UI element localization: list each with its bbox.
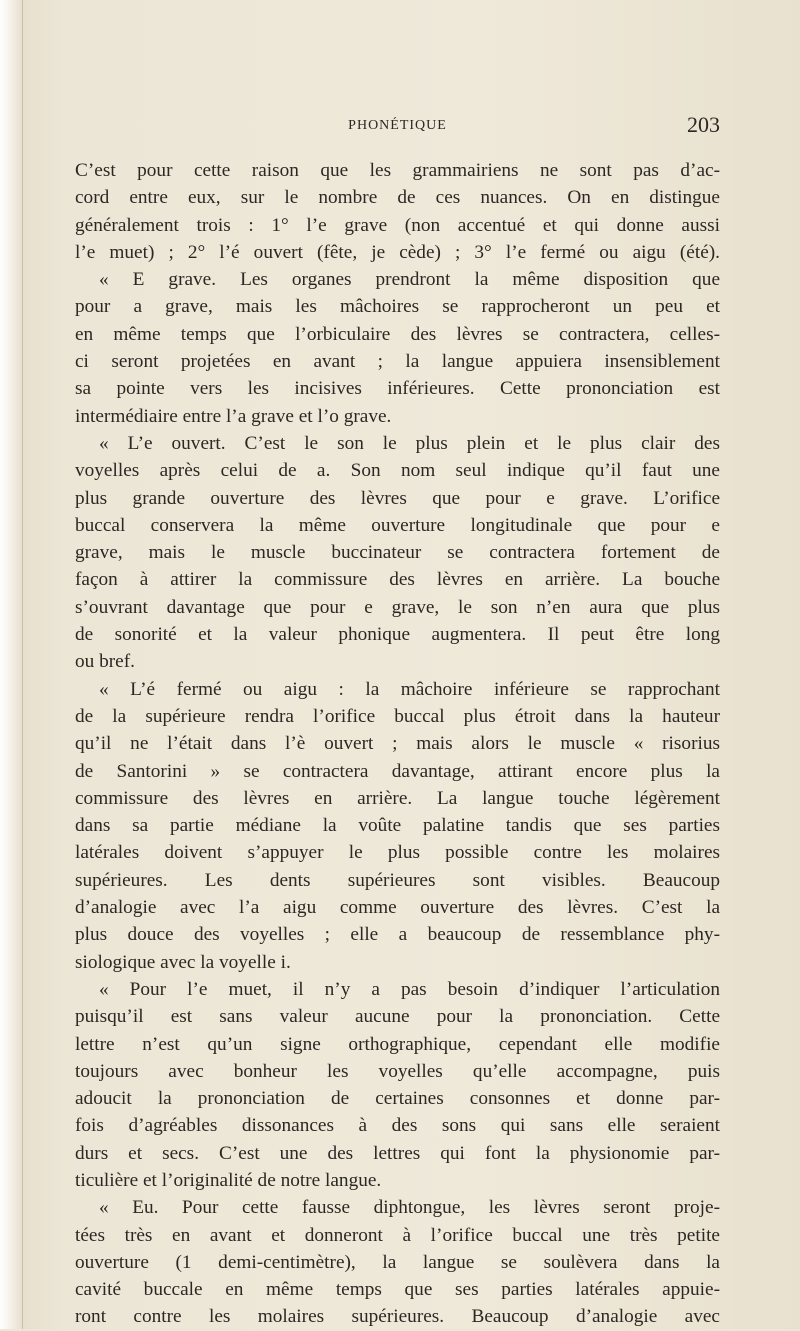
text-line: de la supérieure rendra l’orifice buccal plus étroit dans la hauteur: [75, 705, 720, 727]
text-line: durs et secs. C’est une des lettres qui font la physionomie par-: [75, 1142, 720, 1164]
text-line: ouverture (1 demi-centimètre), la langue se soulèvera dans la: [75, 1251, 720, 1273]
text-line: plus grande ouverture des lèvres que pour e grave. L’orifice: [75, 487, 720, 509]
text-line: qu’il ne l’était dans l’è ouvert ; mais alors le muscle « risorius: [75, 733, 720, 755]
text-line: supérieures. Les dents supérieures sont visibles. Beaucoup: [75, 869, 720, 891]
text-line: « L’é fermé ou aigu : la mâchoire inférieure se rapprochant: [99, 678, 720, 700]
text-line: ticulière et l’originalité de notre langue.: [75, 1169, 382, 1191]
body-text: [75, 157, 720, 1331]
page-number: 203: [687, 112, 720, 137]
text-line: tées très en avant et donneront à l’orifice buccal une très petite: [75, 1224, 720, 1246]
text-line: sa pointe vers les incisives inférieures. Cette prononciation est: [75, 378, 720, 400]
text-line: commissure des lèvres en arrière. La langue touche légèrement: [75, 787, 720, 809]
text-line: de Santorini » se contractera davantage, attirant encore plus la: [75, 760, 720, 782]
text-line: d’analogie avec l’a aigu comme ouverture des lèvres. C’est la: [75, 897, 720, 919]
text-line: adoucit la prononciation de certaines consonnes et donne par-: [75, 1088, 720, 1110]
text-line: « L’e ouvert. C’est le son le plus plein et le plus clair des: [99, 432, 720, 454]
text-line: généralement trois : 1° l’e grave (non accentué et qui donne aussi: [75, 214, 720, 236]
text-line: siologique avec la voyelle i.: [75, 951, 291, 973]
text-line: « E grave. Les organes prendront la même disposition que: [99, 269, 720, 291]
text-line: buccal conservera la même ouverture longitudinale que pour e: [75, 514, 720, 536]
text-line: cavité buccale en même temps que ses parties latérales appuie-: [75, 1279, 720, 1301]
text-line: en même temps que l’orbiculaire des lèvres se contractera, celles-: [75, 323, 720, 345]
text-line: plus douce des voyelles ; elle a beaucoup de ressemblance phy-: [75, 924, 720, 946]
text-line: dans sa partie médiane la voûte palatine tandis que ses parties: [75, 815, 720, 837]
text-line: « Eu. Pour cette fausse diphtongue, les lèvres seront proje-: [99, 1197, 720, 1219]
text-line: voyelles après celui de a. Son nom seul indique qu’il faut une: [75, 460, 720, 482]
text-line: grave, mais le muscle buccinateur se contractera fortement de: [75, 542, 720, 564]
text-line: pour a grave, mais les mâchoires se rapprocheront un peu et: [75, 296, 720, 318]
text-line: ou bref.: [75, 651, 135, 673]
text-line: l’e muet) ; 2° l’é ouvert (fête, je cède) ; 3° l’e fermé ou aigu (été).: [75, 241, 720, 263]
page-header: [75, 112, 720, 142]
text-line: façon à attirer la commissure des lèvres en arrière. La bouche: [75, 569, 720, 591]
text-line: « Pour l’e muet, il n’y a pas besoin d’indiquer l’articulation: [99, 978, 720, 1000]
text-line: puisqu’il est sans valeur aucune pour la prononciation. Cette: [75, 1006, 720, 1028]
text-line: intermédiaire entre l’a grave et l’o grave.: [75, 405, 392, 427]
text-line: fois d’agréables dissonances à des sons qui sans elle seraient: [75, 1115, 720, 1137]
text-line: lettre n’est qu’un signe orthographique, cependant elle modifie: [75, 1033, 720, 1055]
text-line: ront contre les molaires supérieures. Beaucoup d’analogie avec: [75, 1306, 720, 1328]
text-line: toujours avec bonheur les voyelles qu’elle accompagne, puis: [75, 1060, 720, 1082]
running-title: PHONÉTIQUE: [348, 118, 447, 133]
text-line: latérales doivent s’appuyer le plus possible contre les molaires: [75, 842, 720, 864]
page-gutter-edge: [0, 0, 23, 1329]
text-line: de sonorité et la valeur phonique augmentera. Il peut être long: [75, 624, 720, 646]
text-line: s’ouvrant davantage que pour e grave, le son n’en aura que plus: [75, 596, 720, 618]
text-line: cord entre eux, sur le nombre de ces nuances. On en distingue: [75, 187, 720, 209]
text-line: ci seront projetées en avant ; la langue appuiera insensiblement: [75, 351, 720, 373]
text-line: C’est pour cette raison que les grammairiens ne sont pas d’ac-: [75, 160, 720, 181]
